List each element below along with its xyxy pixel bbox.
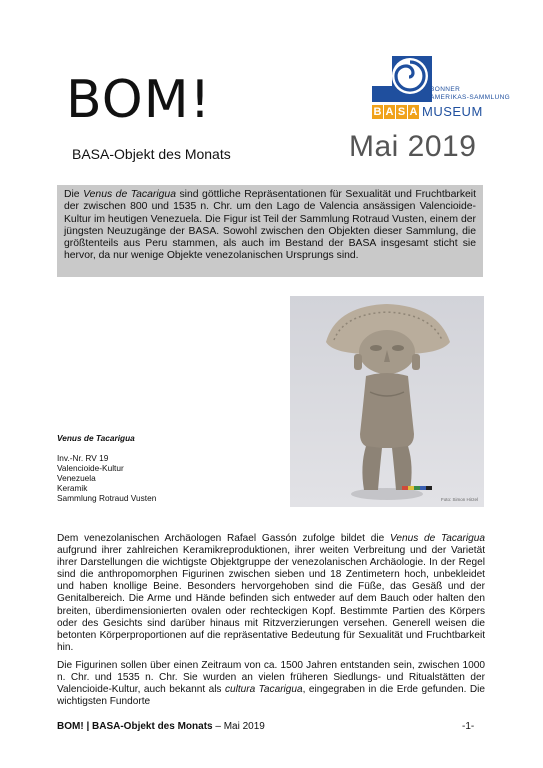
logo-museum-text: MUSEUM xyxy=(422,104,483,119)
object-photo xyxy=(290,296,484,507)
caption-line: Keramik xyxy=(57,483,88,494)
paragraph-2 xyxy=(57,660,485,708)
logo-line1: BONNER xyxy=(430,86,461,93)
paragraph-1 xyxy=(57,533,485,654)
intro-text: sind göttliche Repräsentationen für Sexualität und Fruchtbarkeit der zwischen 800 und 1535 n. Chr. um den Lago de Valencia ansässigen Valencioide-Kultur im heutigen Venezuela. Die Figur ist Teil der Sammlung Rotraud Vusten, einem der jüngsten Neuzugänge der BASA. Sowohl zwischen den Objekten dieser Sammlung, die größtenteils aus Peru stammen, als auch im Bestand der BASA insgesamt sticht sie hervor, da nur wenige Objekte venezolanischen Ursprungs sind. xyxy=(64,189,476,262)
bom-title: BOM! xyxy=(66,70,212,130)
body-emphasis: Venus de Tacarigua xyxy=(390,533,485,544)
logo-letter: S xyxy=(397,106,406,118)
logo-small-text xyxy=(430,86,510,102)
footer-title: BOM! | BASA-Objekt des Monats xyxy=(57,721,213,732)
bom-subtitle: BASA-Objekt des Monats xyxy=(72,146,231,162)
intro-text: Die xyxy=(64,189,84,200)
intro-emphasis: Venus de Tacarigua xyxy=(83,189,176,200)
footer-date: – Mai 2019 xyxy=(212,721,265,732)
venus-figurine-image xyxy=(290,296,484,507)
logo-letter: A xyxy=(385,106,394,118)
caption-title: Venus de Tacarigua xyxy=(57,433,135,443)
intro-box xyxy=(57,185,483,277)
body-text: aufgrund ihrer zahlreichen Keramikreproduktionen, ihrer weiten Verbreitung und der Varietät ihrer Darstellungen die wichtigste Objektgruppe der venezolanischen Archäologie. In der Regel sind die anthropomorphen Figurinen zwischen sieben und 18 Zentimetern hoch, unbekleidet und haben knollige Beine. Besonders hervorgehoben sind die Füße, das Gesäß und der Genitalbereich. Die Arme und Hände befinden sich entweder auf dem Bauch oder halten den breiten, überdimensionierten ovalen oder rechteckigen Kopf. Bestimmte Partien des Körpers oder des Gesichts sind darüber hinaus mit Ritzverzierungen versehen. Generell weisen die betonten Körperproportionen auf die repräsentative Bedeutung für Sexualität und Fruchtbarkeit hin. xyxy=(57,545,485,653)
photo-credit: Foto: Simon Hirzel xyxy=(440,497,478,502)
page-number: -1- xyxy=(462,721,475,732)
caption-line: Valencioide-Kultur xyxy=(57,463,124,474)
logo-line2: AMERIKAS-SAMMLUNG xyxy=(430,94,511,101)
logo-letter: A xyxy=(409,106,418,118)
body-emphasis: cultura Tacarigua xyxy=(224,684,303,696)
article-body xyxy=(57,533,485,714)
logo-basa-letters xyxy=(372,105,420,119)
logo-letter: B xyxy=(373,106,382,118)
page-footer xyxy=(57,721,265,732)
object-caption xyxy=(57,433,156,504)
caption-line: Venezuela xyxy=(57,473,96,484)
caption-line: Inv.-Nr. RV 19 xyxy=(57,453,109,464)
body-text: Die Figurinen sollen über einen Zeitraum von ca. 1500 Jahren entstanden sein, zwischen 1000 n. Chr. und 1535 n. Chr. Sie wurden an vielen früheren Siedlungs- und Ritualstätten der Valencioide-Kultur, auch bekannt als xyxy=(57,659,485,696)
body-text: Dem venezolanischen Archäologen Rafael Gassón zufolge bildet die xyxy=(57,533,390,544)
body-text: , eingegraben in die Erde gefunden. Die wichtigsten Fundorte xyxy=(57,684,485,708)
caption-line: Sammlung Rotraud Vusten xyxy=(57,493,157,504)
issue-month: Mai 2019 xyxy=(349,130,477,163)
